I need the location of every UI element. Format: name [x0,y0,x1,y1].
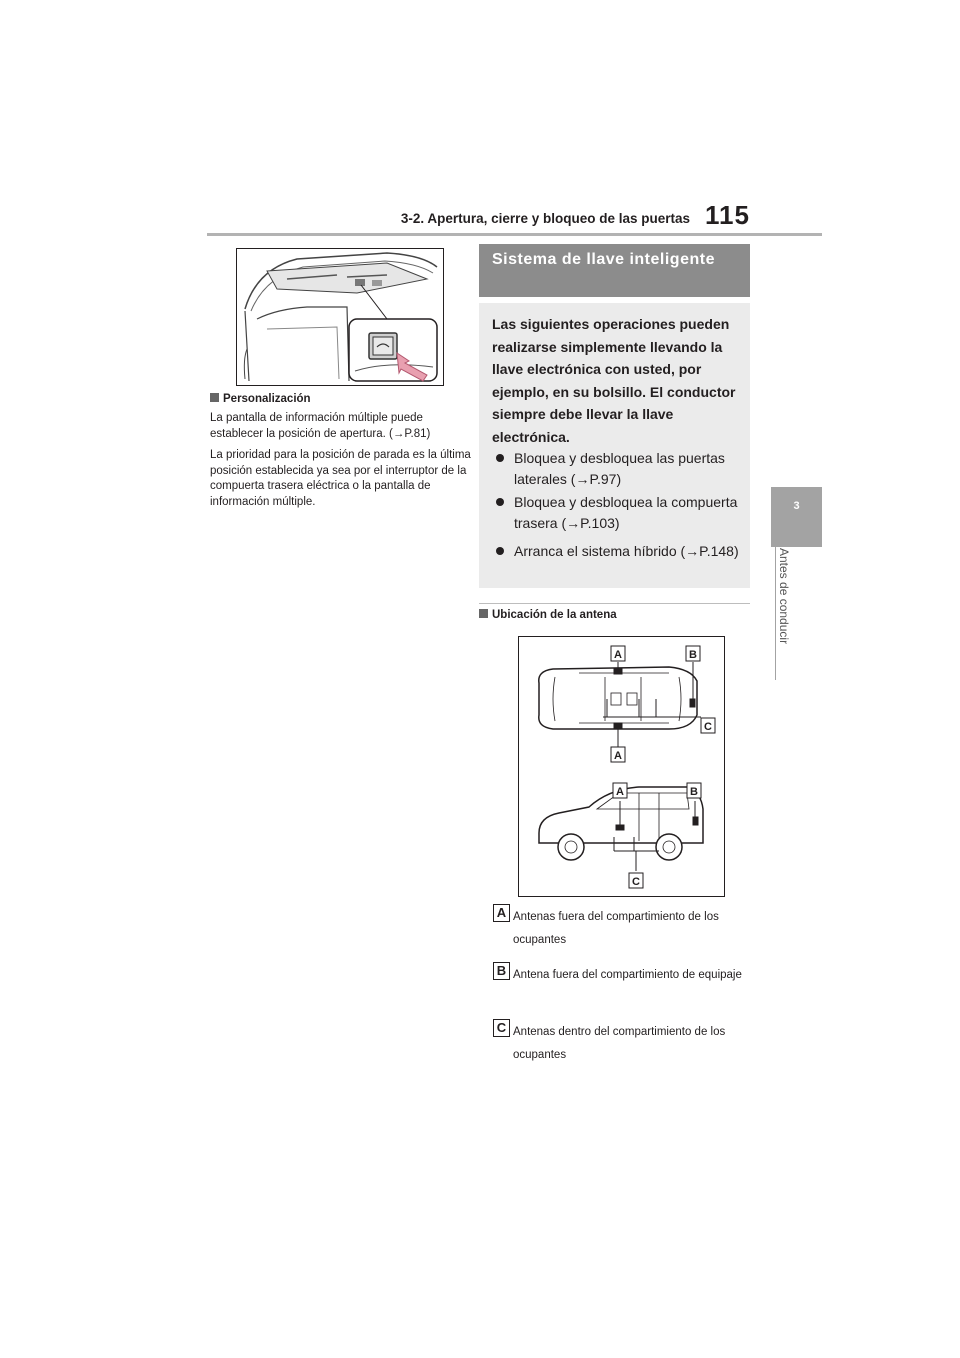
tailgate-switch-illustration [236,248,444,386]
figure-label-a-top: A [614,649,622,661]
chapter-label-wrap [773,548,797,678]
legend-letter-a: A [493,904,510,922]
section-title: 3-2. Apertura, cierre y bloqueo de las puertas [400,211,690,226]
customization-heading-text: Personalización [223,393,311,405]
figure-label-a-side: A [616,786,624,798]
bullet-back-door-text: Bloquea y desbloquea la compuerta trasera (→P.103) [514,494,738,531]
chapter-label: Antes de conducir [777,548,791,645]
bullet-side-doors-text: Bloquea y desbloquea las puertas laterales (→P.97) [514,450,725,487]
smart-key-title: Sistema de llave inteligente [492,251,715,268]
chapter-number: 3 [793,500,800,512]
figure-label-c-side: C [632,876,640,888]
customization-paragraph-2: La prioridad para la posición de parada es la última posición establecida ya sea por el interruptor de la compuerta trasera eléctrica o la pantalla de información múltiple. [210,449,471,508]
antenna-location-diagram [518,636,725,897]
antenna-heading [479,609,617,621]
bullet-dot-icon [496,547,504,555]
legend-text-b: Antena fuera del compartimiento de equipaje [513,969,742,981]
legend-letter-c: C [493,1019,510,1037]
figure-label-c-top: C [704,721,712,733]
chapter-tab [771,487,822,547]
legend-letter-b: B [493,962,510,980]
header-rule [207,233,822,236]
smart-key-intro: Las siguientes operaciones pueden realizarse simplemente llevando la llave electrónica con usted, por ejemplo, en su bolsillo. El conductor siempre debe llevar la llave electrónica. [492,316,736,445]
legend-text-c: Antenas dentro del compartimiento de los ocupantes [513,1026,726,1061]
square-bullet-icon [210,393,219,402]
figure-label-b-side: B [690,786,698,798]
legend-text-a: Antenas fuera del compartimiento de los ocupantes [513,911,719,946]
square-bullet-icon [479,609,488,618]
antenna-heading-text: Ubicación de la antena [492,609,617,621]
section-divider [479,603,750,604]
smart-key-title-box [479,244,750,297]
customization-heading [210,393,311,405]
bullet-dot-icon [496,498,504,506]
customization-paragraph-1: La pantalla de información múltiple puede establecer la posición de apertura. (→P.81) [210,412,431,440]
page-number: 115 [705,200,750,230]
bullet-hybrid-start-text: Arranca el sistema híbrido (→P.148) [514,543,739,559]
bullet-dot-icon [496,454,504,462]
figure-label-a-bottom: A [614,750,622,762]
figure-label-b-top: B [689,649,697,661]
